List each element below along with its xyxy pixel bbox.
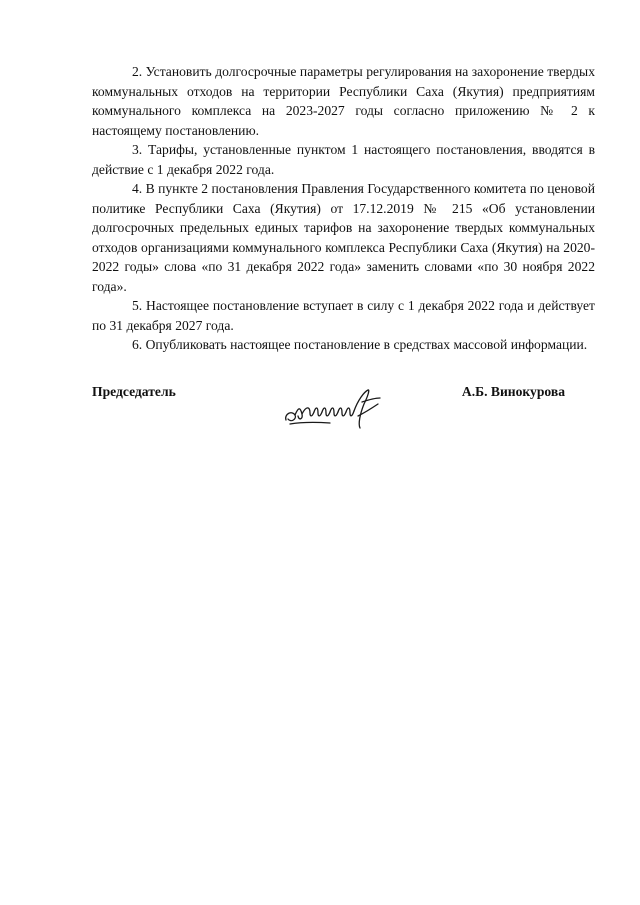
paragraph-5: 5. Настоящее постановление вступает в силу с 1 декабря 2022 года и действует по 31 декабря 2027 года.	[92, 298, 595, 333]
paragraph-2: 2. Установить долгосрочные параметры регулирования на захоронение твердых коммунальных отходов на территории Республики Саха (Якутия) предприятиям коммунального комплекса на 2023-2027 годы согласно приложению № 2 к настоящему постановлению.	[92, 64, 595, 138]
paragraph-6: 6. Опубликовать настоящее постановление в средствах массовой информации.	[132, 337, 588, 352]
paragraph-4: 4. В пункте 2 постановления Правления Государственного комитета по ценовой политике Республики Саха (Якутия) от 17.12.2019 № 215 «Об установлении долгосрочных предельных единых тарифов на захоронение твердых коммунальных отходов организациями коммунального комплекса Республики Саха (Якутия) на 2020-2022 годы» слова «по 31 декабря 2022 года» заменить словами «по 30 ноября 2022 года».	[92, 181, 595, 294]
signatory-name: А.Б. Винокурова	[461, 384, 565, 399]
paragraph-3: 3. Тарифы, установленные пунктом 1 настоящего постановления, вводятся в действие с 1 декабря 2022 года.	[92, 142, 595, 177]
handwritten-signature	[282, 386, 402, 434]
signature-block	[92, 384, 595, 444]
signatory-title: Председатель	[92, 384, 176, 399]
document-body	[92, 62, 595, 355]
